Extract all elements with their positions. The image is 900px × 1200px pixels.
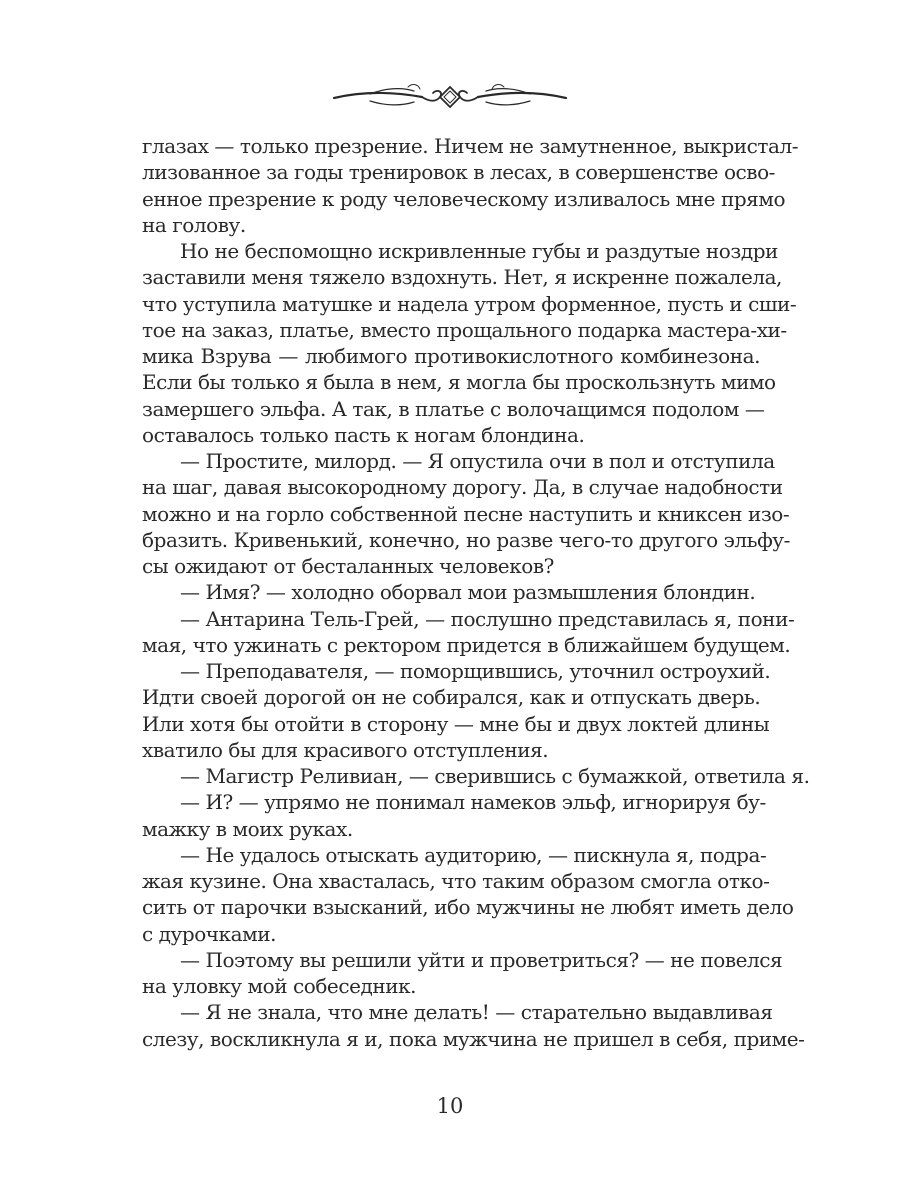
text-line: что уступила матушке и надела утром форменное, пусть и сши- [142, 291, 797, 316]
decorative-swirl-divider-icon [330, 78, 570, 114]
text-line: — Не удалось отыскать аудиторию, — пискнула я, подра- [180, 842, 767, 867]
text-line: оставалось только пасть к ногам блондина. [142, 422, 585, 447]
text-line: на шаг, давая высокородному дорогу. Да, в случае надобности [142, 475, 783, 500]
text-line: — Простите, милорд. — Я опустила очи в пол и отступила [180, 449, 775, 473]
text-line: с дурочками. [142, 921, 276, 946]
text-line: — Преподавателя, — поморщившись, уточнил остроухий. [180, 659, 771, 683]
text-line: мажку в моих руках. [142, 816, 353, 841]
text-line: хватило бы для красивого отступления. [142, 737, 549, 762]
text-line: — Поэтому вы решили уйти и проветриться? — не повелся [180, 947, 783, 972]
text-line: мика Взрува — любимого противокислотного комбинезона. [142, 344, 760, 368]
text-line: тое на заказ, платье, вместо прощального подарка мастера-хи- [142, 317, 787, 342]
text-line: заставили меня тяжело вздохнуть. Нет, я искренне пожалела, [142, 265, 782, 290]
text-line: — Магистр Реливиан, — сверившись с бумажкой, ответила я. [180, 764, 810, 788]
text-line: замершего эльфа. А так, в платье с волочащимся подолом — [142, 396, 765, 421]
text-line: сы ожидают от бесталанных человеков? [142, 554, 554, 578]
text-line: на голову. [142, 212, 246, 237]
text-line: слезу, воскликнула я и, пока мужчина не пришел в себя, приме- [142, 1026, 805, 1051]
text-line: жая кузине. Она хвасталась, что таким образом смогла отко- [142, 869, 770, 893]
text-line: на уловку мой собеседник. [142, 974, 417, 998]
text-line: Или хотя бы отойти в сторону — мне бы и двух локтей длины [142, 711, 770, 736]
text-line: Если бы только я была в нем, я могла бы проскользнуть мимо [142, 370, 776, 395]
text-line: Идти своей дорогой он не собирался, как и отпускать дверь. [142, 685, 761, 710]
text-line: — Имя? — холодно оборвал мои размышления блондин. [180, 580, 756, 605]
text-line: — Антарина Тель-Грей, — послушно представилась я, пони- [180, 606, 795, 631]
book-text [142, 133, 810, 1052]
text-line: — Я не знала, что мне делать! — старательно выдавливая [180, 1000, 773, 1025]
text-line: — И? — упрямо не понимал намеков эльф, игнорируя бу- [180, 790, 766, 815]
text-line: енное презрение к роду человеческому изливалось мне прямо [142, 186, 786, 211]
text-line: лизованное за годы тренировок в лесах, в совершенстве осво- [142, 160, 775, 185]
text-line: бразить. Кривенький, конечно, но разве чего-то другого эльфу- [142, 527, 790, 552]
text-line: можно и на горло собственной песне наступить и книксен изо- [142, 501, 790, 526]
text-line: Но не беспомощно искривленные губы и раздутые ноздри [180, 239, 778, 263]
text-line: глазах — только презрение. Ничем не замутненное, выкристал- [142, 134, 799, 158]
text-line: сить от парочки взысканий, ибо мужчины не любят иметь дело [142, 895, 794, 920]
text-line: мая, что ужинать с ректором придется в ближайшем будущем. [142, 632, 791, 657]
page-number: 10 [436, 1094, 464, 1118]
